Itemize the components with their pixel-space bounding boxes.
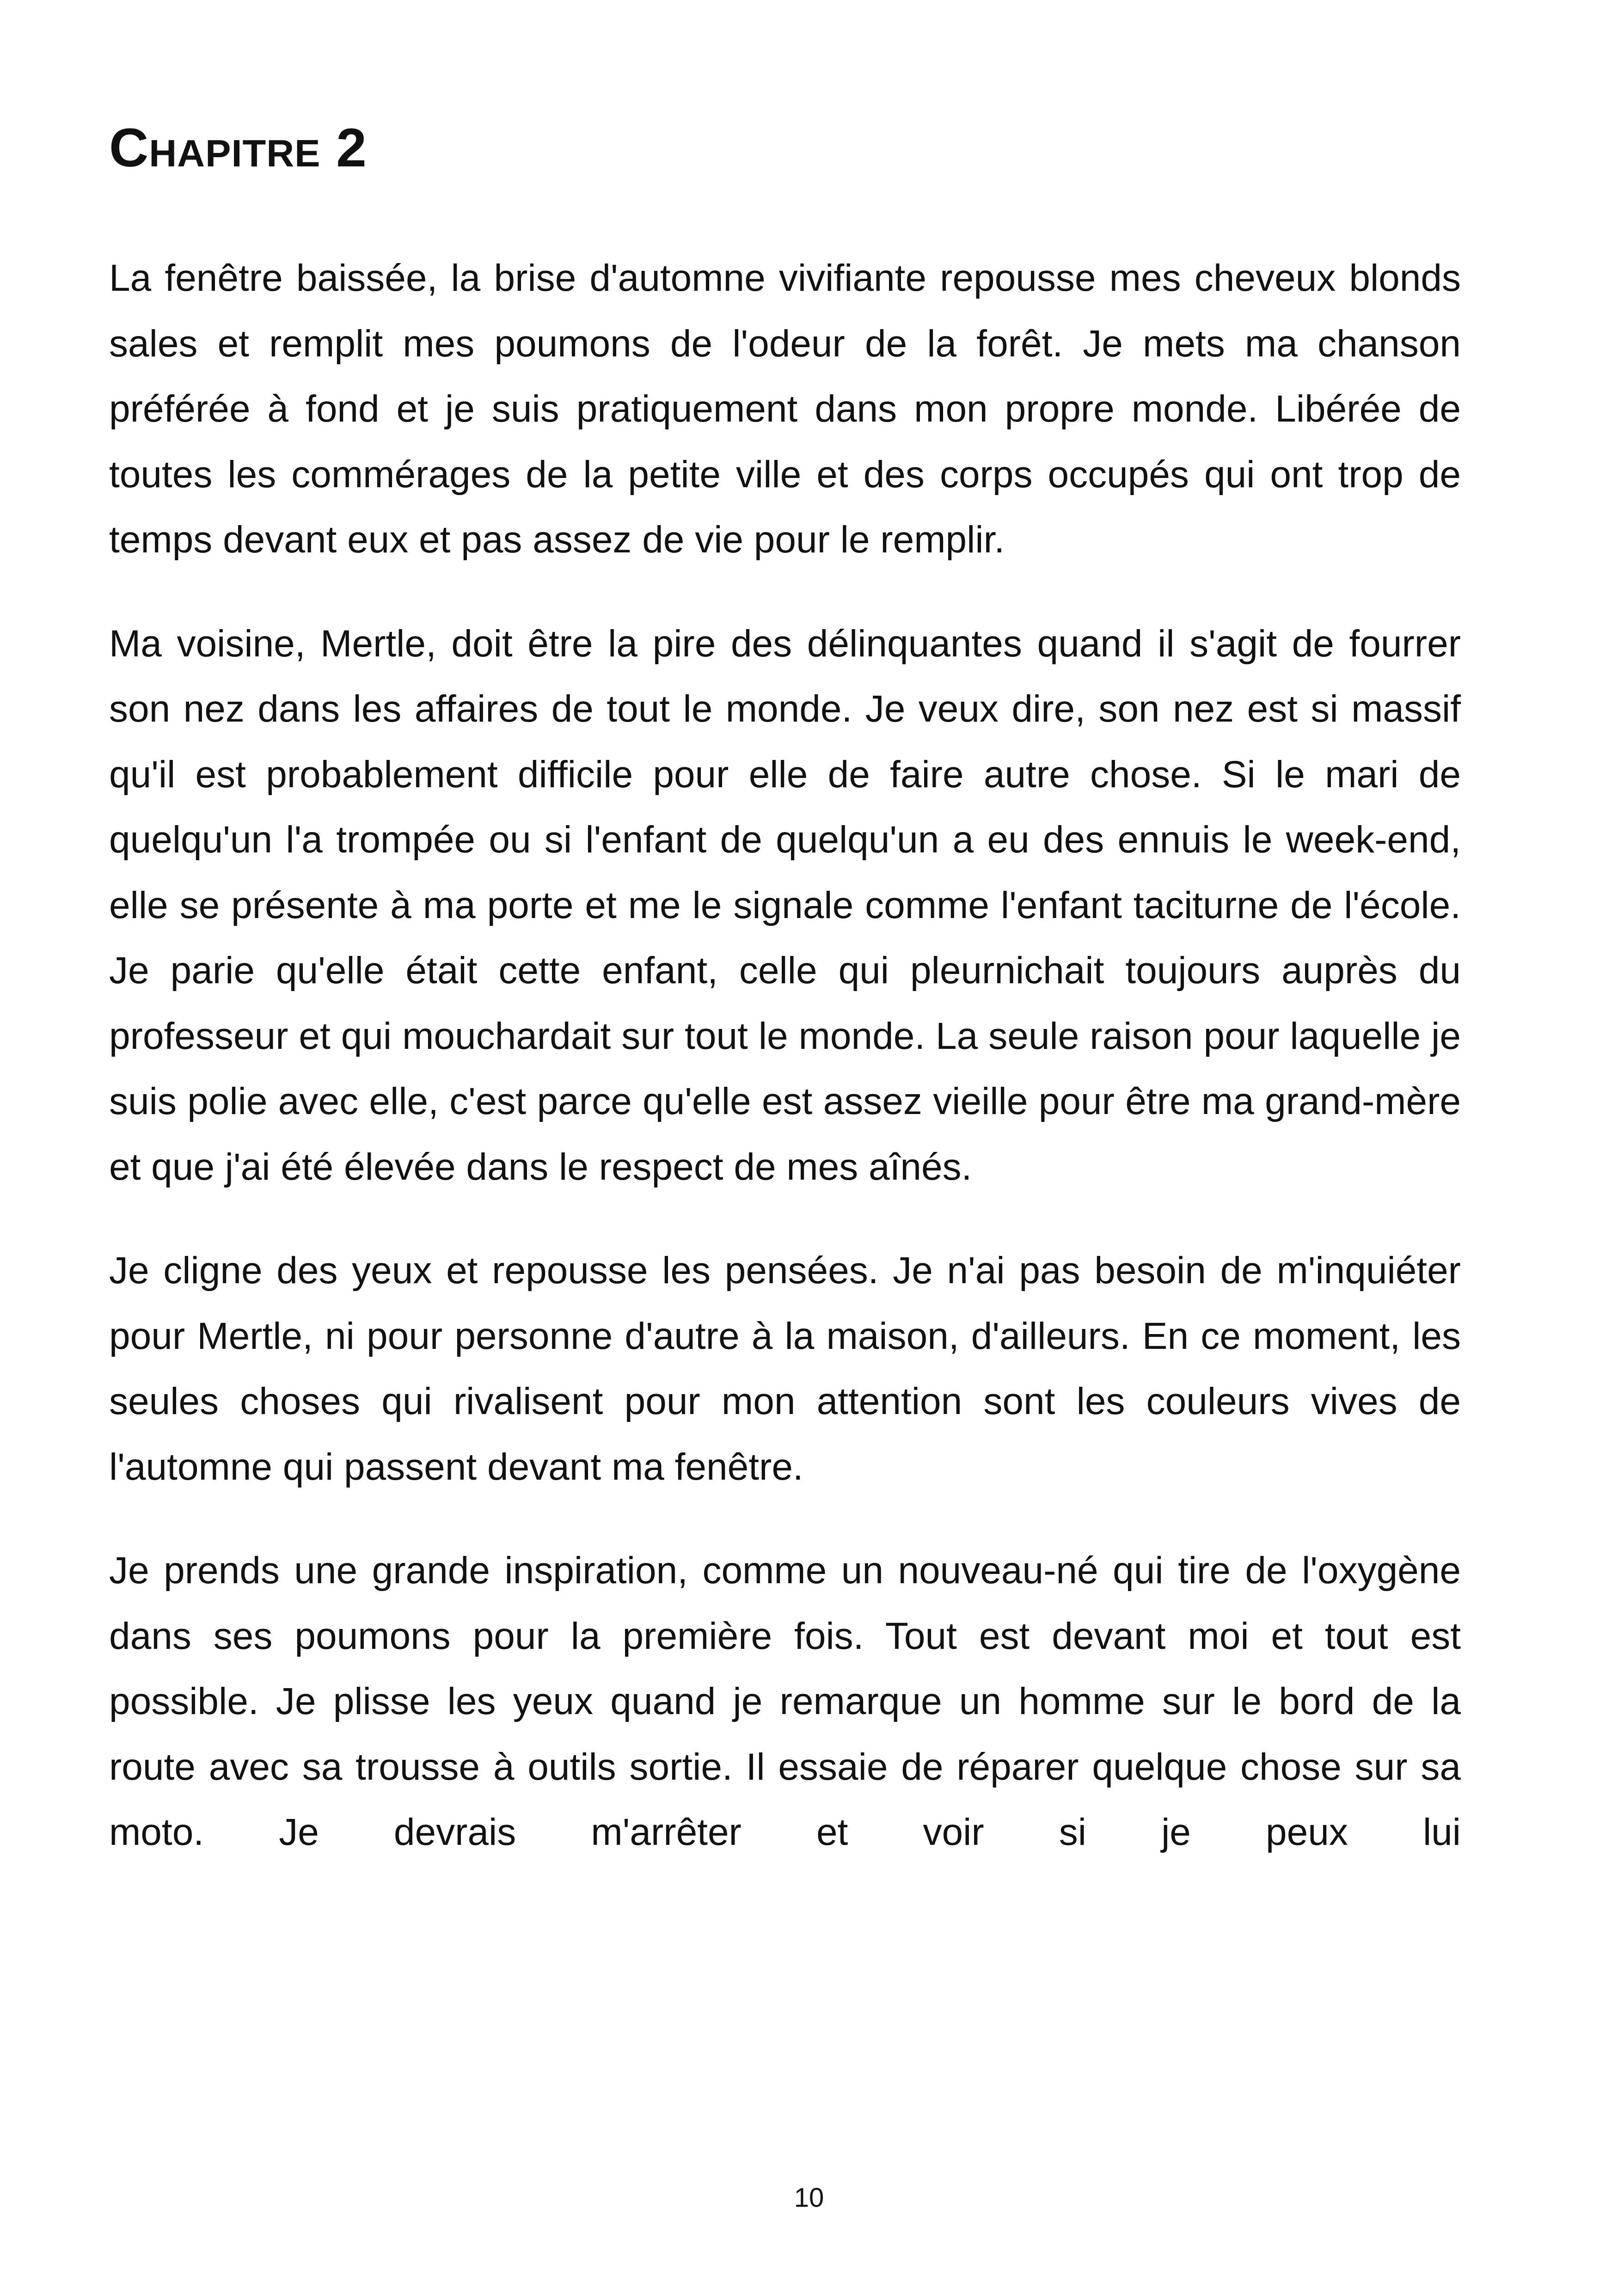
paragraph: Ma voisine, Mertle, doit être la pire des délinquantes quand il s'agit de fourrer son nez dans les affaires de tout le monde. Je veux dire, son nez est si massif qu'il est probablement difficile pour elle de faire autre chose. Si le mari de quelqu'un l'a trompée ou si l'enfant de quelqu'un a eu des ennuis le week-end, elle se présente à ma porte et me le signale comme l'enfant taciturne de l'école. Je parie qu'elle était cette enfant, celle qui pleurnichait toujours auprès du professeur et qui mouchardait sur tout le monde. La seule raison pour laquelle je suis polie avec elle, c'est parce qu'elle est assez vieille pour être ma grand-mère et que j'ai été élevée dans le respect de mes aînés. — [109, 622, 1461, 1188]
chapter-body — [109, 245, 1461, 1865]
paragraph: Je prends une grande inspiration, comme un nouveau-né qui tire de l'oxygène dans ses poumons pour la première fois. Tout est devant moi et tout est possible. Je plisse les yeux quand je remarque un homme sur le bord de la route avec sa trousse à outils sortie. Il essaie de réparer quelque chose sur sa moto. Je devrais m'arrêter et voir si je peux lui — [109, 1549, 1461, 1853]
page-number: 10 — [794, 2183, 824, 2213]
paragraph: La fenêtre baissée, la brise d'automne vivifiante repousse mes cheveux blonds sales et remplit mes poumons de l'odeur de la forêt. Je mets ma chanson préférée à fond et je suis pratiquement dans mon propre monde. Libérée de toutes les commérages de la petite ville et des corps occupés qui ont trop de temps devant eux et pas assez de vie pour le remplir. — [109, 257, 1461, 561]
chapter-title: Chapitre 2 — [109, 117, 367, 178]
paragraph: Je cligne des yeux et repousse les pensées. Je n'ai pas besoin de m'inquiéter pour Mertle, ni pour personne d'autre à la maison, d'ailleurs. En ce moment, les seules choses qui rivalisent pour mon attention sont les couleurs vives de l'automne qui passent devant ma fenêtre. — [109, 1249, 1461, 1488]
